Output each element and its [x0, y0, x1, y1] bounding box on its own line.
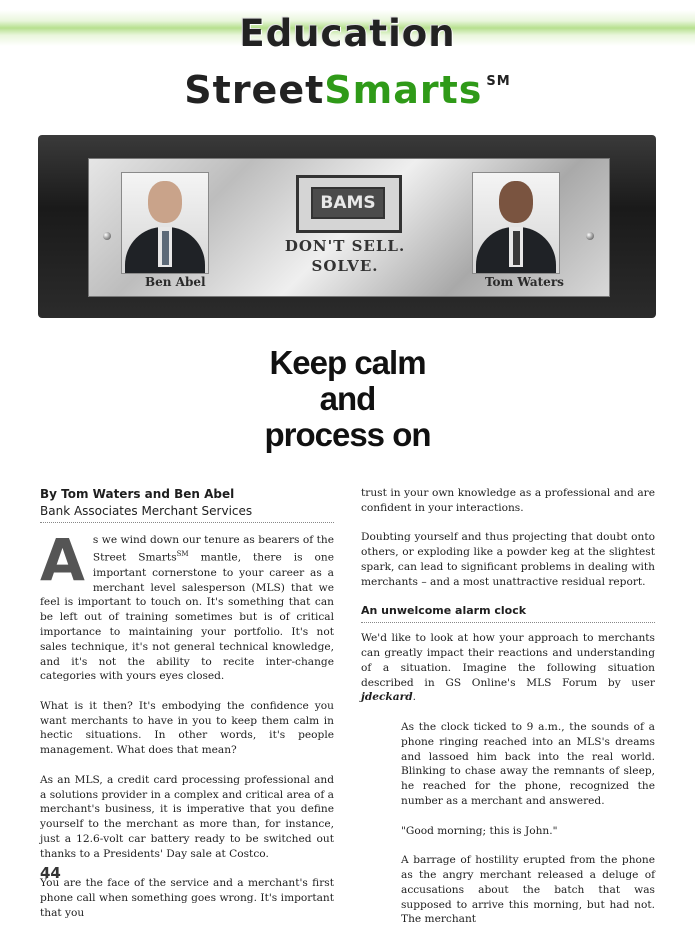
page-number: 44 [40, 864, 61, 882]
byline-organization: Bank Associates Merchant Services [40, 504, 334, 523]
rivet-right [586, 232, 594, 240]
brand-part-street: Street [184, 68, 325, 112]
article-paragraph-5: trust in your own knowledge as a professional and are confident in your interactions. [361, 487, 655, 514]
tagline-line-2: SOLVE. [311, 257, 379, 275]
article-paragraph-1: As we wind down our tenure as bearers of the Street Smarts℠ mantle, there is one important cornerstone to your career as a merchant level salesperson (MLS) that we feel is important to touch on. It's something that can be left out of training sometimes but is of critical importance to maintaining your portfolio. It's not sales technique, it's not general technical knowledge, and it's not the ability to recite inter-change categories with yours eyes closed. [40, 525, 334, 683]
portrait-head [499, 181, 533, 223]
rivet-left [103, 232, 111, 240]
column-brand-title [0, 68, 695, 112]
story-paragraph-2: "Good morning; this is John." [401, 824, 558, 837]
forum-username: jdeckard [361, 691, 413, 704]
drop-cap: A [40, 525, 85, 594]
portrait-head [148, 181, 182, 223]
section-title: Education [239, 12, 456, 55]
story-quote-block [361, 720, 655, 927]
tagline-line-1: DON'T SELL. [284, 237, 406, 255]
article-paragraph-7: We'd like to look at how your approach to merchants can greatly impact their reactions and understanding of a situation. Imagine the following situation described in GS Online's MLS Forum by user jdeckard. [361, 632, 655, 704]
bams-logo [296, 175, 402, 233]
article-paragraph-3: As an MLS, a credit card processing professional and a solutions provider in a complex and critical area of a merchant's business, it is imperative that you define yourself to the merchant as more than, for instance, just a 12.6-volt car battery ready to be switched out thanks to a Presidents' Day sale at Costco. [40, 773, 334, 860]
headline-line-1: Keep calm [269, 344, 426, 381]
bams-logo-text: BAMS [311, 187, 385, 219]
nameplate-ben-abel: Ben Abel [145, 275, 206, 289]
tie-shape [513, 231, 520, 265]
byline-authors: By Tom Waters and Ben Abel [40, 487, 235, 501]
tie-shape [162, 231, 169, 265]
article-paragraph-4: You are the face of the service and a merchant's first phone call when something goes wrong. It's important that you [40, 877, 334, 920]
nameplate-tom-waters: Tom Waters [485, 275, 564, 289]
article-column-left [40, 484, 334, 936]
article-paragraph-2: What is it then? It's embodying the confidence you want merchants to have in you to keep them calm in hectic situations. In other words, it's people management. What does that mean? [40, 699, 334, 757]
story-paragraph-3: A barrage of hostility erupted from the phone as the angry merchant released a deluge of accusations about the batch that was supposed to arrive this morning, but had not. The merchant [401, 854, 655, 926]
brand-part-smarts: Smarts [324, 68, 483, 112]
article-paragraph-6: Doubting yourself and thus projecting that doubt onto others, or exploding like a powder keg at the slightest spark, can lead to significant problems in dealing with merchants – and a most unattractive residual report. [361, 531, 655, 588]
article-subhead: An unwelcome alarm clock [361, 604, 655, 623]
service-mark: SM [486, 74, 511, 89]
section-header-bar [0, 10, 695, 55]
story-paragraph-1: As the clock ticked to 9 a.m., the sounds of a phone ringing reached into an MLS's dreams and lassoed him back into the real world. Blinking to chase away the remnants of sleep, he reached for the phone, recognized the number as a merchant and answered. [401, 720, 655, 807]
photo-ben-abel [121, 172, 209, 274]
article-column-right [361, 486, 655, 942]
photo-tom-waters [472, 172, 560, 274]
headline-line-2: and [319, 380, 376, 417]
article-headline [0, 345, 695, 453]
plaque-tagline [255, 236, 435, 276]
headline-line-3: process on [264, 416, 431, 453]
